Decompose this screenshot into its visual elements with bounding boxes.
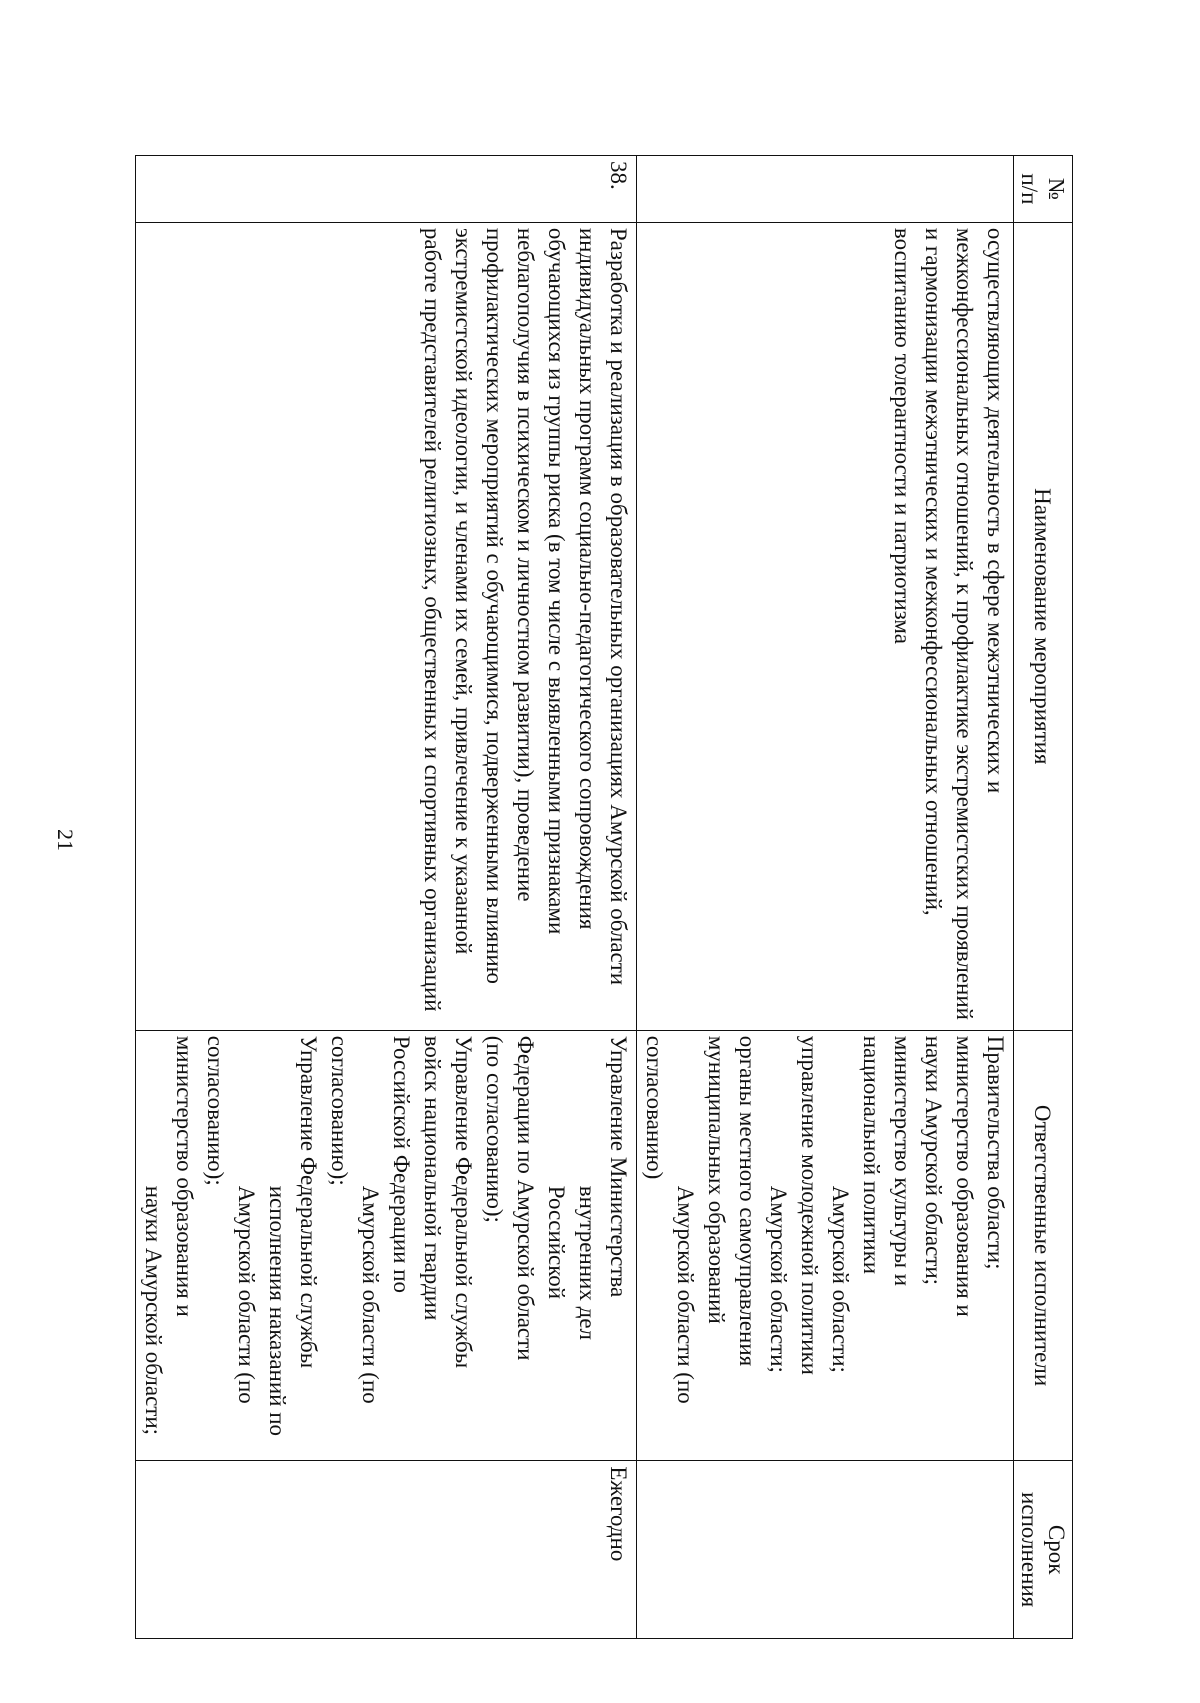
responsible-line: исполнения наказаний по <box>265 1185 290 1437</box>
responsible-line: министерство образования и <box>952 1035 977 1317</box>
responsible-line: управление молодежной политики <box>797 1035 822 1375</box>
responsible-line: Амурской области; <box>828 1185 853 1373</box>
responsible-line: внутренних дел Российской <box>544 1185 600 1341</box>
responsible-line: министерство образования и <box>172 1035 197 1317</box>
table-row <box>136 156 637 1639</box>
header-name: Наименование мероприятия <box>1014 222 1073 1030</box>
responsible-line: Амурской области (по <box>673 1185 698 1404</box>
page-number: 21 <box>53 829 78 851</box>
header-term: Срок исполнения <box>1014 1461 1073 1639</box>
responsible-line: согласованию); <box>327 1035 352 1186</box>
row-name: Разработка и реализация в образовательных организациях Амурской области индивидуальных программ социально-педагогического сопровождения обучающихся из группы риска (в том числе с выявленными признаками неблагополучия в психическом и личностном развитии), проведение профилактических мероприятий с обучающимися, подверженными влиянию экстремистской идеологии, и членами их семей, привлечение к указанной работе представителей религиозных, общественных и спортивных организаций <box>136 222 637 1030</box>
responsible-line: согласованию); <box>203 1035 228 1186</box>
table-header-row <box>1014 156 1073 1639</box>
responsible-line: Управление Федеральной службы <box>296 1035 321 1369</box>
responsible-line: войск национальной гвардии <box>420 1035 445 1321</box>
responsible-line: министерство культуры и <box>890 1035 915 1287</box>
rotated-page <box>53 40 1160 1640</box>
responsible-line: согласованию) <box>642 1035 667 1180</box>
responsible-line: Федерации по Амурской области <box>513 1035 538 1361</box>
responsible-line: Российской Федерации по <box>389 1035 414 1294</box>
responsible-line: Амурской области (по <box>358 1185 383 1404</box>
row-num: 38. <box>136 156 637 223</box>
responsible-line: Амурской области; <box>766 1185 791 1373</box>
action-plan-table <box>135 155 1073 1639</box>
responsible-line: науки Амурской области; <box>141 1185 166 1436</box>
row-num <box>637 156 1014 223</box>
responsible-line: органы местного самоуправления <box>735 1035 760 1367</box>
row-responsible <box>136 1030 637 1461</box>
row-name: осуществляющих деятельность в сфере межэтнических и межконфессиональных отношений, к профилактике экстремистских проявлений и гармонизации межэтнических и межконфессиональных отношений, воспитанию толерантности и патриотизма <box>637 222 1014 1030</box>
responsible-line: национальной политики <box>859 1035 884 1275</box>
responsible-line: Управление Федеральной службы <box>451 1035 476 1369</box>
responsible-line: Управление Министерства <box>606 1035 631 1298</box>
row-responsible <box>637 1030 1014 1461</box>
row-term: Ежегодно <box>136 1461 637 1639</box>
row-term <box>637 1461 1014 1639</box>
responsible-line: (по согласованию); <box>482 1035 507 1223</box>
responsible-line: Правительства области; <box>983 1035 1008 1270</box>
table-row <box>637 156 1014 1639</box>
header-responsible: Ответственные исполнители <box>1014 1030 1073 1461</box>
responsible-line: муниципальных образований <box>704 1035 729 1324</box>
header-num: № п/п <box>1014 156 1073 223</box>
responsible-line: Амурской области (по <box>234 1185 259 1404</box>
responsible-line: науки Амурской области; <box>921 1035 946 1286</box>
